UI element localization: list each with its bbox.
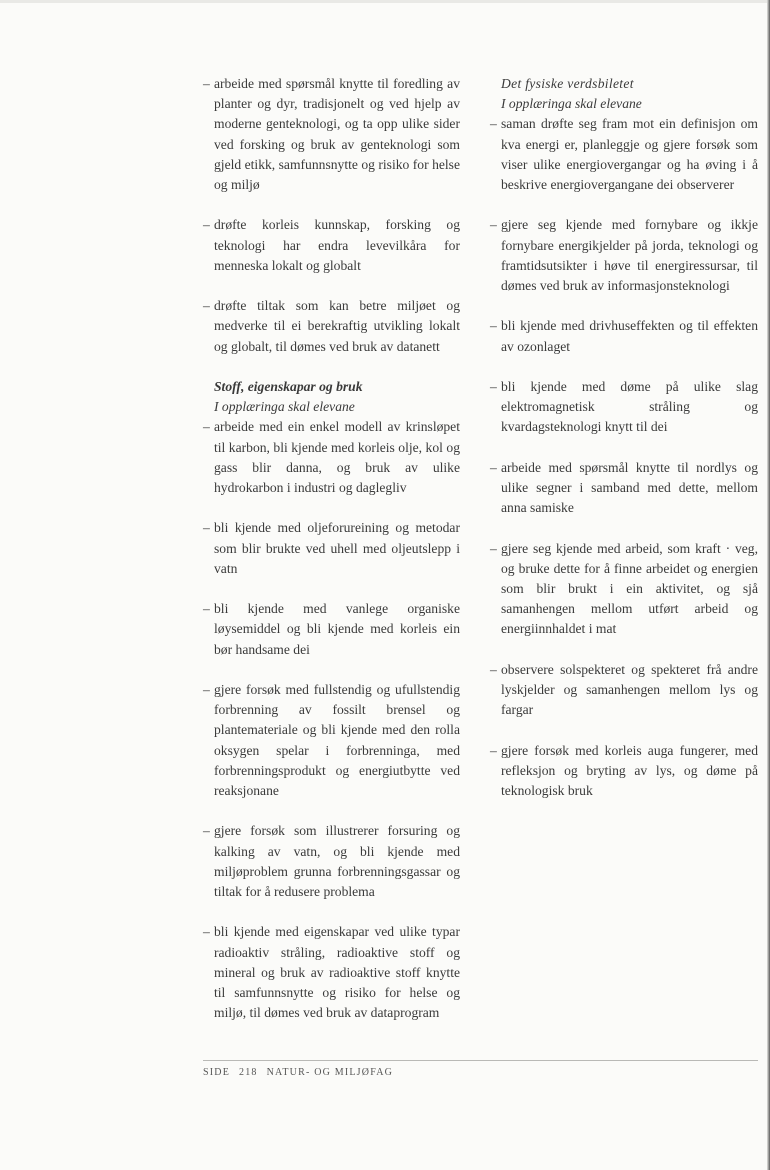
list-item: – gjere seg kjende med fornybare og ikkje fornybare energikjelder på jorda, teknologi og framtidsutsikter i høve til energiressursar, til dømes ved bruk av informasjonsteknologi bbox=[490, 215, 758, 296]
list-item: – saman drøfte seg fram mot ein definisjon om kva energi er, planleggje og gjere forsøk som viser ulike energiovergangar og ha øving i å beskrive energiovergangane dei observerer bbox=[490, 114, 758, 195]
footer-side-label: SIDE bbox=[203, 1067, 231, 1078]
list-item: – bli kjende med døme på ulike slag elektromagnetisk stråling og kvardagsteknologi knytt til dei bbox=[490, 377, 758, 438]
list-item: – bli kjende med drivhuseffekten og til effekten av ozonlaget bbox=[490, 316, 758, 356]
section-subtitle: I opplæringa skal elevane bbox=[214, 399, 355, 415]
page-number: 218 bbox=[239, 1067, 258, 1078]
footer-subject: NATUR- OG MILJØFAG bbox=[266, 1067, 394, 1078]
list-item: – gjere forsøk som illustrerer forsuring og kalking av vatn, og bli kjende med miljøproblem grunna forbrenningsgassar og tiltak for å redusere problema bbox=[203, 821, 460, 902]
scan-edge bbox=[0, 0, 770, 3]
list-item: – bli kjende med vanlege organiske løysemiddel og bli kjende med korleis ein bør handsame dei bbox=[203, 599, 460, 660]
section-title: Det fysiske verdsbiletet bbox=[501, 76, 634, 91]
list-item: – bli kjende med oljeforureining og metodar som blir brukte ved uhell med oljeutslepp i vatn bbox=[203, 518, 460, 579]
list-item: – drøfte korleis kunnskap, forsking og teknologi har endra levevilkåra for menneska lokalt og globalt bbox=[203, 215, 460, 276]
list-item: – observere solspekteret og spekteret frå andre lyskjelder og samanhengen mellom lys og fargar bbox=[490, 660, 758, 721]
left-column bbox=[203, 74, 460, 1023]
right-column bbox=[490, 74, 758, 801]
list-item: – arbeide med ein enkel modell av krinsløpet til karbon, bli kjende med korleis olje, kol og gass blir danna, og bruk av ulike hydrokarbon i industri og daglegliv bbox=[203, 417, 460, 498]
section-title: Stoff, eigenskapar og bruk bbox=[214, 379, 363, 394]
page-footer bbox=[203, 1067, 402, 1078]
list-item: – gjere seg kjende med arbeid, som kraft · veg, og bruke dette for å finne arbeidet og energien som blir brukt i ein aktivitet, og sjå samanhengen mellom utført arbeid og energiinnhaldet i mat bbox=[490, 539, 758, 640]
section-subtitle: I opplæringa skal elevane bbox=[501, 96, 642, 112]
footer-divider bbox=[203, 1060, 758, 1061]
list-item: – gjere forsøk med korleis auga fungerer, med refleksjon og bryting av lys, og døme på teknologisk bruk bbox=[490, 741, 758, 802]
list-item: – arbeide med spørsmål knytte til nordlys og ulike segner i samband med dette, mellom anna samiske bbox=[490, 458, 758, 519]
list-item: – arbeide med spørsmål knytte til foredling av planter og dyr, tradisjonelt og ved hjelp av moderne genteknologi, og ta opp ulike sider ved forsking og bruk av genteknologi som gjeld etikk, samfunnsnytte og risiko for helse og miljø bbox=[203, 74, 460, 195]
list-item: – bli kjende med eigenskapar ved ulike typar radioaktiv stråling, radioaktive stoff og mineral og bruk av radioaktive stoff knytte til samfunnsnytte og risiko for helse og miljø, til dømes ved bruk av dataprogram bbox=[203, 922, 460, 1023]
list-item: – gjere forsøk med fullstendig og ufullstendig forbrenning av fossilt brensel og plantemateriale og bli kjende med den rolla oksygen spelar i forbrenninga, med forbrenningsprodukt og energiutbytte ved reaksjonane bbox=[203, 680, 460, 801]
list-item: – drøfte tiltak som kan betre miljøet og medverke til ei berekraftig utvikling lokalt og globalt, til dømes ved bruk av datanett bbox=[203, 296, 460, 357]
